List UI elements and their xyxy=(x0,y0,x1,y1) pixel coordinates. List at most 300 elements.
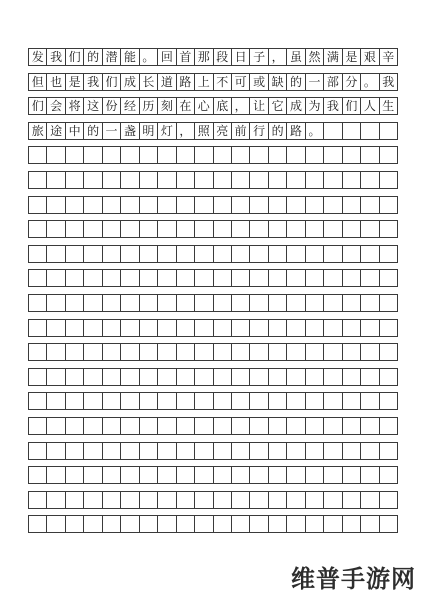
grid-cell: 途 xyxy=(47,123,65,139)
grid-cell xyxy=(103,369,121,385)
grid-cell xyxy=(232,418,250,434)
grid-cell xyxy=(306,270,324,286)
grid-cell xyxy=(177,172,195,188)
grid-cell: 子 xyxy=(250,49,268,65)
grid-cell xyxy=(66,418,84,434)
grid-cell xyxy=(47,443,65,459)
grid-cell xyxy=(158,492,176,508)
grid-cell xyxy=(140,147,158,163)
grid-cell xyxy=(343,270,361,286)
grid-cell xyxy=(47,344,65,360)
grid-cell xyxy=(269,418,287,434)
grid-cell xyxy=(287,246,305,262)
grid-cell xyxy=(343,320,361,336)
grid-cell: 将 xyxy=(66,98,84,114)
grid-cell xyxy=(250,270,268,286)
grid-cell: 行 xyxy=(250,123,268,139)
grid-cell xyxy=(343,123,361,139)
grid-cell xyxy=(66,344,84,360)
grid-cell xyxy=(287,516,305,532)
grid-cell xyxy=(84,320,102,336)
grid-cell xyxy=(287,344,305,360)
grid-cell: 盏 xyxy=(121,123,139,139)
grid-cell xyxy=(232,443,250,459)
grid-cell xyxy=(47,320,65,336)
grid-cell xyxy=(84,344,102,360)
grid-cell xyxy=(343,467,361,483)
grid-cell: 是 xyxy=(343,49,361,65)
grid-cell xyxy=(214,344,232,360)
grid-cell xyxy=(47,295,65,311)
grid-cell xyxy=(306,221,324,237)
grid-cell xyxy=(121,418,139,434)
grid-cell xyxy=(66,516,84,532)
grid-cell xyxy=(66,393,84,409)
grid-cell xyxy=(195,221,213,237)
grid-cell xyxy=(103,443,121,459)
grid-cell xyxy=(287,221,305,237)
grid-cell: 能 xyxy=(121,49,139,65)
grid-cell xyxy=(214,320,232,336)
grid-cell xyxy=(343,492,361,508)
grid-cell xyxy=(158,147,176,163)
grid-cell xyxy=(140,246,158,262)
grid-cell xyxy=(232,295,250,311)
grid-cell xyxy=(324,443,342,459)
grid-cell xyxy=(361,393,379,409)
grid-row xyxy=(28,196,398,214)
grid-cell xyxy=(324,221,342,237)
grid-cell xyxy=(324,246,342,262)
grid-cell: 在 xyxy=(177,98,195,114)
grid-cell xyxy=(380,369,398,385)
grid-cell: 长 xyxy=(140,74,158,90)
grid-cell xyxy=(324,344,342,360)
grid-cell xyxy=(195,344,213,360)
grid-cell xyxy=(140,270,158,286)
grid-cell: 一 xyxy=(103,123,121,139)
grid-cell xyxy=(177,246,195,262)
grid-cell xyxy=(214,369,232,385)
grid-cell xyxy=(287,270,305,286)
grid-cell xyxy=(361,467,379,483)
grid-cell xyxy=(29,369,47,385)
grid-cell xyxy=(250,320,268,336)
grid-cell xyxy=(361,344,379,360)
grid-cell: 潜 xyxy=(103,49,121,65)
grid-cell xyxy=(47,516,65,532)
grid-cell xyxy=(214,443,232,459)
grid-cell xyxy=(177,295,195,311)
grid-cell: 份 xyxy=(103,98,121,114)
grid-cell xyxy=(121,172,139,188)
grid-cell xyxy=(324,369,342,385)
grid-cell xyxy=(232,492,250,508)
grid-cell xyxy=(343,344,361,360)
grid-cell xyxy=(361,516,379,532)
grid-cell xyxy=(195,147,213,163)
grid-cell xyxy=(361,172,379,188)
grid-cell xyxy=(306,246,324,262)
written-line xyxy=(28,48,398,66)
grid-cell xyxy=(103,295,121,311)
grid-cell: 辛 xyxy=(380,49,398,65)
grid-cell xyxy=(29,270,47,286)
grid-cell xyxy=(158,270,176,286)
grid-cell xyxy=(287,443,305,459)
grid-cell xyxy=(214,418,232,434)
grid-cell xyxy=(361,123,379,139)
site-watermark: 维普手游网 xyxy=(291,565,416,593)
grid-row xyxy=(28,269,398,287)
grid-cell: 日 xyxy=(232,49,250,65)
grid-cell xyxy=(250,172,268,188)
grid-cell xyxy=(47,467,65,483)
grid-cell xyxy=(84,418,102,434)
grid-row xyxy=(28,146,398,164)
grid-cell xyxy=(324,123,342,139)
grid-cell xyxy=(158,295,176,311)
grid-cell: 成 xyxy=(287,98,305,114)
grid-cell: 部 xyxy=(324,74,342,90)
grid-cell xyxy=(195,172,213,188)
grid-cell xyxy=(380,320,398,336)
grid-cell: 心 xyxy=(195,98,213,114)
grid-cell xyxy=(84,147,102,163)
grid-cell xyxy=(177,344,195,360)
grid-cell xyxy=(306,172,324,188)
grid-cell xyxy=(232,270,250,286)
grid-cell: 路 xyxy=(287,123,305,139)
grid-cell xyxy=(195,295,213,311)
grid-cell xyxy=(29,295,47,311)
grid-cell: 那 xyxy=(195,49,213,65)
grid-cell xyxy=(232,344,250,360)
grid-cell xyxy=(140,369,158,385)
grid-cell xyxy=(66,369,84,385)
grid-cell xyxy=(361,246,379,262)
grid-cell: 。 xyxy=(140,49,158,65)
grid-row xyxy=(28,245,398,263)
grid-cell xyxy=(140,443,158,459)
grid-cell xyxy=(287,320,305,336)
grid-cell xyxy=(121,443,139,459)
grid-cell xyxy=(250,418,268,434)
grid-cell: 让 xyxy=(250,98,268,114)
grid-cell xyxy=(29,221,47,237)
grid-cell: 我 xyxy=(324,98,342,114)
grid-cell xyxy=(361,270,379,286)
grid-cell xyxy=(380,467,398,483)
grid-cell xyxy=(380,147,398,163)
grid-cell xyxy=(324,295,342,311)
written-line xyxy=(28,97,398,115)
grid-row xyxy=(28,466,398,484)
grid-cell xyxy=(380,270,398,286)
grid-cell: 的 xyxy=(84,49,102,65)
grid-cell xyxy=(214,221,232,237)
grid-cell xyxy=(343,197,361,213)
grid-cell xyxy=(380,172,398,188)
grid-cell xyxy=(306,443,324,459)
grid-cell xyxy=(380,221,398,237)
grid-cell xyxy=(380,492,398,508)
grid-cell xyxy=(306,516,324,532)
grid-cell xyxy=(361,369,379,385)
grid-cell: 发 xyxy=(29,49,47,65)
grid-cell xyxy=(177,467,195,483)
grid-cell xyxy=(306,369,324,385)
grid-cell xyxy=(121,221,139,237)
grid-cell xyxy=(47,172,65,188)
grid-cell xyxy=(195,369,213,385)
grid-cell xyxy=(232,369,250,385)
grid-row xyxy=(28,343,398,361)
grid-cell xyxy=(84,295,102,311)
grid-cell: 中 xyxy=(66,123,84,139)
grid-cell xyxy=(361,147,379,163)
grid-cell xyxy=(84,221,102,237)
grid-row xyxy=(28,220,398,238)
grid-cell xyxy=(380,197,398,213)
grid-cell xyxy=(195,393,213,409)
grid-cell: 一 xyxy=(306,74,324,90)
grid-cell xyxy=(232,197,250,213)
grid-row xyxy=(28,319,398,337)
grid-cell xyxy=(324,467,342,483)
grid-cell xyxy=(324,516,342,532)
grid-cell xyxy=(158,467,176,483)
grid-cell xyxy=(287,418,305,434)
grid-cell xyxy=(140,295,158,311)
grid-cell xyxy=(140,320,158,336)
grid-cell xyxy=(287,492,305,508)
grid-cell: ， xyxy=(232,98,250,114)
grid-cell xyxy=(269,393,287,409)
grid-cell xyxy=(380,123,398,139)
grid-cell xyxy=(306,197,324,213)
grid-cell xyxy=(47,393,65,409)
grid-cell: 明 xyxy=(140,123,158,139)
grid-cell xyxy=(140,393,158,409)
grid-cell: 历 xyxy=(140,98,158,114)
grid-cell xyxy=(84,270,102,286)
grid-cell xyxy=(250,197,268,213)
grid-cell xyxy=(29,516,47,532)
grid-cell xyxy=(177,147,195,163)
written-line xyxy=(28,73,398,91)
grid-cell xyxy=(29,492,47,508)
grid-cell xyxy=(195,320,213,336)
grid-cell: 们 xyxy=(66,49,84,65)
grid-cell xyxy=(103,270,121,286)
grid-cell xyxy=(177,369,195,385)
grid-cell xyxy=(121,344,139,360)
grid-cell xyxy=(250,492,268,508)
grid-cell xyxy=(29,246,47,262)
grid-cell xyxy=(103,418,121,434)
grid-cell xyxy=(103,246,121,262)
grid-cell xyxy=(177,418,195,434)
grid-cell xyxy=(177,393,195,409)
grid-cell xyxy=(47,246,65,262)
grid-cell xyxy=(121,147,139,163)
grid-cell xyxy=(250,246,268,262)
grid-cell xyxy=(47,492,65,508)
grid-cell xyxy=(103,197,121,213)
grid-cell xyxy=(121,467,139,483)
grid-cell xyxy=(232,516,250,532)
grid-cell xyxy=(269,295,287,311)
grid-cell xyxy=(214,467,232,483)
grid-cell xyxy=(324,172,342,188)
grid-cell xyxy=(250,221,268,237)
grid-cell xyxy=(361,221,379,237)
grid-cell: 底 xyxy=(214,98,232,114)
grid-cell xyxy=(66,147,84,163)
grid-cell xyxy=(140,516,158,532)
grid-cell xyxy=(158,418,176,434)
grid-cell xyxy=(29,320,47,336)
grid-cell xyxy=(195,246,213,262)
grid-cell xyxy=(158,443,176,459)
grid-cell xyxy=(306,320,324,336)
grid-cell xyxy=(158,197,176,213)
grid-cell xyxy=(214,295,232,311)
grid-cell xyxy=(158,221,176,237)
grid-cell xyxy=(103,344,121,360)
grid-cell xyxy=(158,369,176,385)
grid-cell: 是 xyxy=(66,74,84,90)
grid-cell xyxy=(66,221,84,237)
grid-cell xyxy=(177,443,195,459)
grid-cell xyxy=(66,320,84,336)
grid-cell xyxy=(306,393,324,409)
grid-cell xyxy=(250,147,268,163)
grid-cell xyxy=(306,467,324,483)
grid-cell xyxy=(343,369,361,385)
grid-cell xyxy=(361,492,379,508)
grid-cell xyxy=(29,344,47,360)
grid-cell: 。 xyxy=(361,74,379,90)
grid-cell: 亮 xyxy=(214,123,232,139)
grid-cell xyxy=(103,172,121,188)
grid-cell: 道 xyxy=(158,74,176,90)
grid-cell xyxy=(287,369,305,385)
grid-cell xyxy=(195,270,213,286)
grid-cell xyxy=(287,197,305,213)
grid-cell xyxy=(306,344,324,360)
grid-cell: 上 xyxy=(195,74,213,90)
grid-cell xyxy=(66,172,84,188)
grid-cell xyxy=(287,147,305,163)
grid-cell xyxy=(84,492,102,508)
grid-cell xyxy=(380,295,398,311)
grid-cell xyxy=(361,443,379,459)
grid-cell xyxy=(214,172,232,188)
grid-cell xyxy=(214,492,232,508)
grid-cell xyxy=(324,147,342,163)
grid-cell xyxy=(269,369,287,385)
grid-cell xyxy=(84,393,102,409)
grid-cell xyxy=(380,443,398,459)
grid-row xyxy=(28,515,398,533)
grid-cell: 但 xyxy=(29,74,47,90)
written-line xyxy=(28,122,398,140)
grid-cell xyxy=(269,467,287,483)
grid-cell xyxy=(177,221,195,237)
grid-cell: ， xyxy=(269,49,287,65)
grid-cell xyxy=(380,246,398,262)
grid-cell xyxy=(343,172,361,188)
grid-cell xyxy=(343,418,361,434)
grid-cell xyxy=(103,393,121,409)
grid-cell xyxy=(29,147,47,163)
grid-cell: 们 xyxy=(29,98,47,114)
grid-cell xyxy=(214,246,232,262)
grid-cell xyxy=(121,295,139,311)
grid-cell xyxy=(66,492,84,508)
grid-cell xyxy=(324,492,342,508)
grid-cell: 我 xyxy=(84,74,102,90)
grid-cell xyxy=(66,467,84,483)
grid-cell: 满 xyxy=(324,49,342,65)
grid-cell xyxy=(324,320,342,336)
grid-cell xyxy=(103,320,121,336)
grid-cell xyxy=(103,221,121,237)
grid-cell: 它 xyxy=(269,98,287,114)
grid-cell xyxy=(343,246,361,262)
grid-cell xyxy=(84,172,102,188)
grid-cell: 。 xyxy=(306,123,324,139)
grid-cell xyxy=(66,443,84,459)
grid-cell xyxy=(47,418,65,434)
grid-cell xyxy=(232,393,250,409)
grid-cell: 们 xyxy=(103,74,121,90)
grid-cell xyxy=(306,295,324,311)
grid-cell: 生 xyxy=(380,98,398,114)
grid-cell xyxy=(214,197,232,213)
grid-cell xyxy=(121,492,139,508)
grid-cell xyxy=(250,344,268,360)
grid-cell: 前 xyxy=(232,123,250,139)
grid-row xyxy=(28,294,398,312)
grid-cell: 回 xyxy=(158,49,176,65)
grid-cell xyxy=(269,344,287,360)
grid-cell xyxy=(29,443,47,459)
grid-cell xyxy=(306,147,324,163)
grid-cell: 或 xyxy=(250,74,268,90)
grid-cell xyxy=(324,197,342,213)
grid-cell xyxy=(177,516,195,532)
grid-cell xyxy=(121,246,139,262)
grid-cell xyxy=(140,418,158,434)
grid-cell: 也 xyxy=(47,74,65,90)
grid-cell xyxy=(232,221,250,237)
grid-cell xyxy=(269,320,287,336)
grid-cell xyxy=(343,221,361,237)
grid-cell xyxy=(232,147,250,163)
grid-cell: 段 xyxy=(214,49,232,65)
grid-cell xyxy=(140,197,158,213)
grid-cell xyxy=(287,467,305,483)
grid-cell xyxy=(158,172,176,188)
grid-cell xyxy=(250,295,268,311)
grid-cell xyxy=(47,221,65,237)
grid-cell: 首 xyxy=(177,49,195,65)
grid-cell: 艰 xyxy=(361,49,379,65)
grid-cell xyxy=(84,443,102,459)
